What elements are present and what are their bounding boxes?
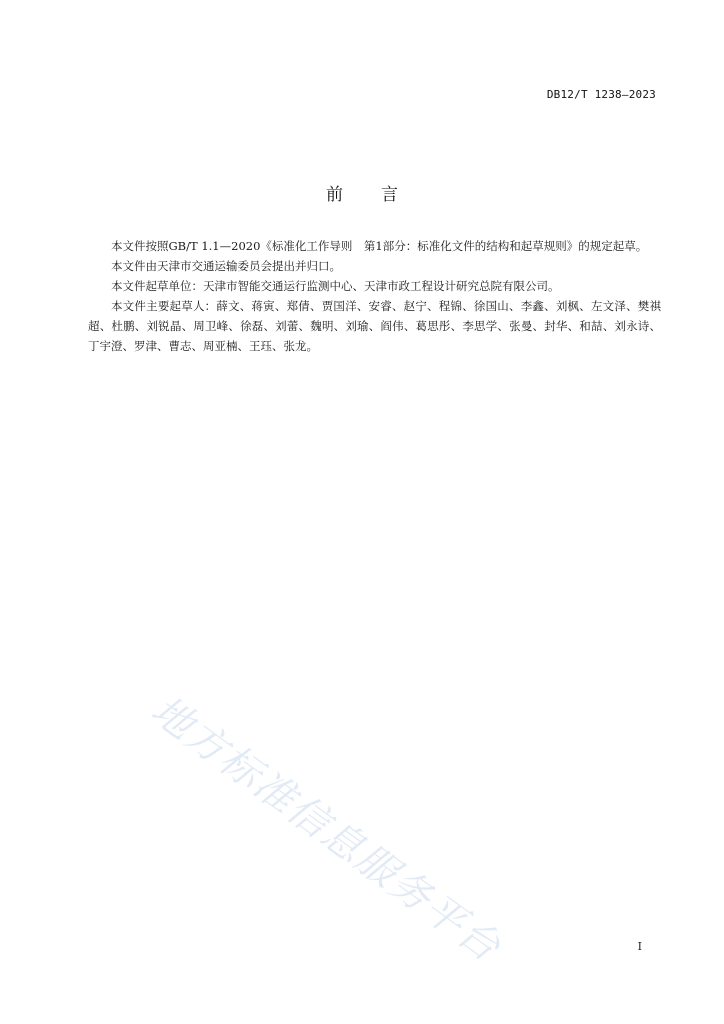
document-code: DB12/T 1238—2023 (546, 88, 656, 101)
watermark: 地方标准信息服务平台 (142, 687, 510, 972)
paragraph-drafting-rules: 本文件按照GB/T 1.1—2020《标准化工作导则 第1部分：标准化文件的结构和起草规则》的规定起草。 (111, 239, 648, 253)
paragraph-proposer: 本文件由天津市交通运输委员会提出并归口。 (111, 259, 341, 273)
foreword-body (88, 236, 661, 356)
section-title: 前言 (326, 185, 436, 205)
page-number: I (637, 940, 642, 953)
paragraph-drafters: 本文件主要起草人：薛文、蒋寅、郑倩、贾国洋、安睿、赵宁、程锦、徐国山、李鑫、刘枫、左文泽、樊祺超、杜鹏、刘锐晶、周卫峰、徐磊、刘蕾、魏明、刘瑜、阎伟、葛思彤、李思学、张曼、封华、和喆、刘永诗、丁宇澄、罗津、曹志、周亚楠、王珏、张龙。 (88, 299, 661, 353)
paragraph-drafting-units: 本文件起草单位：天津市智能交通运行监测中心、天津市政工程设计研究总院有限公司。 (111, 279, 560, 293)
